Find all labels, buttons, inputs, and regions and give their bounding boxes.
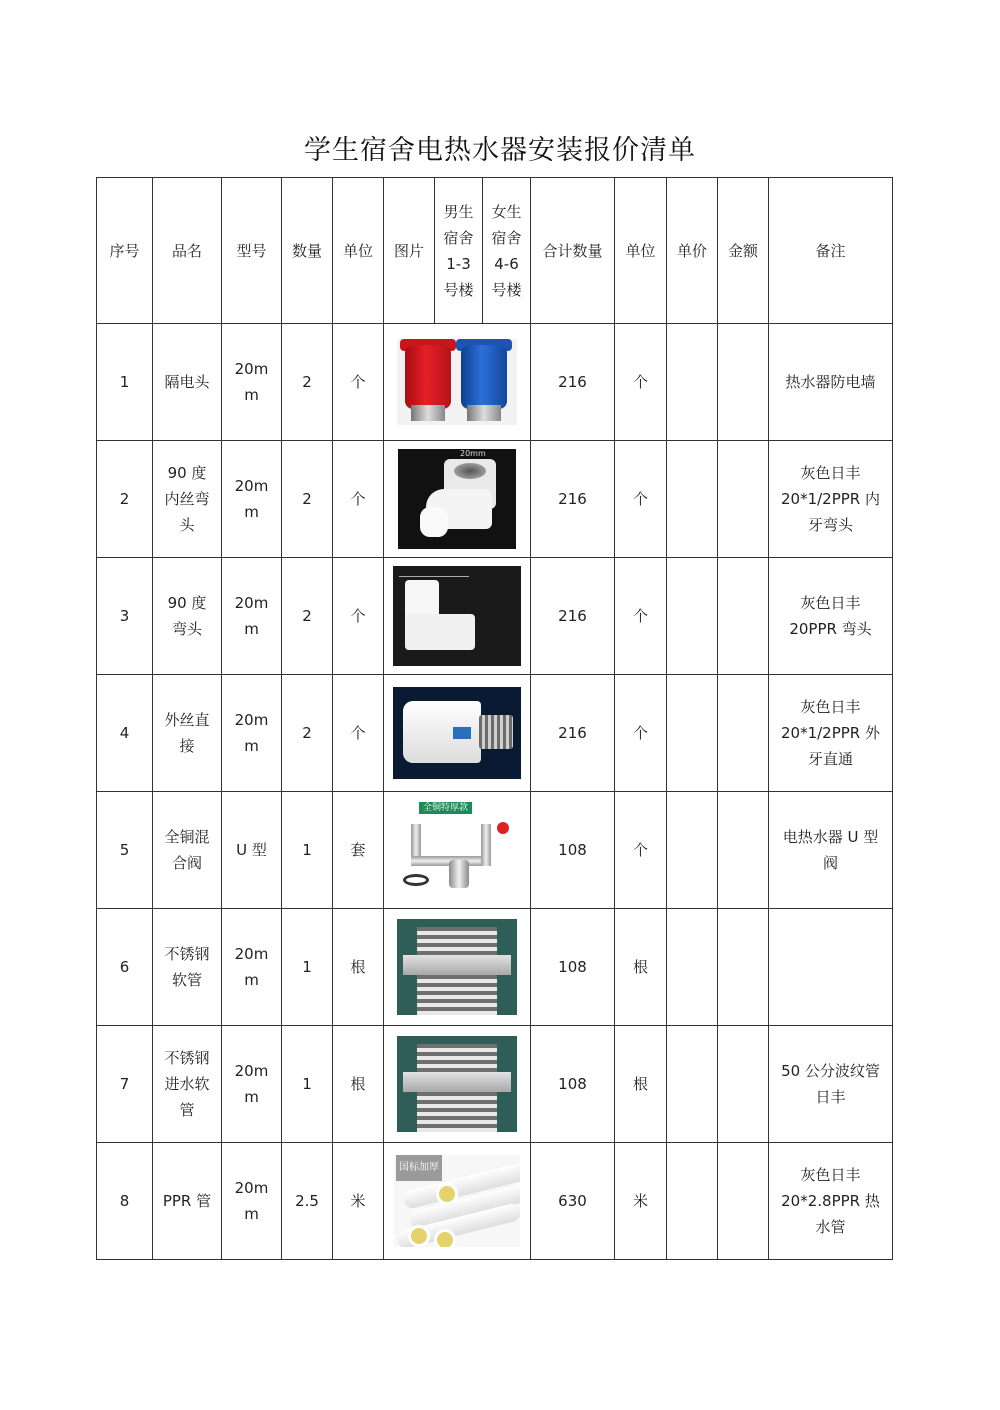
model-line: 20m [234, 711, 269, 729]
name-line: 全铜混 [164, 828, 210, 846]
name-line: 隔电头 [164, 373, 210, 391]
cell-picture [384, 1143, 531, 1260]
name-line: 合阀 [171, 854, 202, 872]
cell-model [222, 324, 282, 441]
elbow-image [398, 449, 516, 549]
remark-line: 灰色日丰 [800, 464, 861, 482]
cell-total: 108 [531, 909, 615, 1026]
cell-seq: 3 [97, 558, 153, 675]
cell-unit: 个 [333, 324, 384, 441]
model-line: m [244, 386, 259, 404]
cell-name [153, 1026, 222, 1143]
remark-line: 牙弯头 [807, 516, 853, 534]
cell-name [153, 441, 222, 558]
ppr-pipe-image [394, 1155, 520, 1247]
cell-seq: 8 [97, 1143, 153, 1260]
cell-unit: 根 [333, 1026, 384, 1143]
remark-line: 20*1/2PPR 外 [780, 724, 880, 742]
cell-seq: 4 [97, 675, 153, 792]
cell-total: 630 [531, 1143, 615, 1260]
table-header-row [97, 178, 893, 324]
header-qty: 数量 [282, 178, 333, 324]
cell-remark [769, 909, 893, 1026]
cell-remark [769, 558, 893, 675]
header-seq: 序号 [97, 178, 153, 324]
model-line: m [244, 737, 259, 755]
cell-remark [769, 792, 893, 909]
header-male-dorm: 男生 宿舍 1-3 号楼 [435, 178, 483, 324]
name-line: 不锈钢 [164, 945, 210, 963]
remark-line: 20PPR 弯头 [789, 620, 872, 638]
model-line: U 型 [236, 841, 267, 859]
cell-qty: 2 [282, 558, 333, 675]
cell-amount [718, 792, 769, 909]
model-line: m [244, 971, 259, 989]
cell-qty: 1 [282, 792, 333, 909]
cell-qty: 2 [282, 441, 333, 558]
cell-amount [718, 441, 769, 558]
header-model: 型号 [222, 178, 282, 324]
cell-picture [384, 675, 531, 792]
cell-total: 216 [531, 675, 615, 792]
remark-line: 电热水器 U 型 [782, 828, 879, 846]
cell-name [153, 1143, 222, 1260]
model-line: 20m [234, 477, 269, 495]
picture-label: 国标加厚 [396, 1155, 442, 1181]
stainless-inlet-hose-image [397, 1036, 517, 1132]
cell-unit: 米 [333, 1143, 384, 1260]
cell-model [222, 441, 282, 558]
header-unit-price: 单价 [667, 178, 718, 324]
table-row [97, 324, 893, 441]
cell-unit2: 个 [615, 558, 667, 675]
cell-name [153, 792, 222, 909]
cell-remark [769, 441, 893, 558]
cell-unit: 个 [333, 441, 384, 558]
name-line: 软管 [171, 971, 202, 989]
cell-model [222, 792, 282, 909]
cell-price [667, 675, 718, 792]
remark-line: 50 公分波纹管 [781, 1062, 880, 1080]
cell-amount [718, 1143, 769, 1260]
picture-label: 20mm [460, 449, 486, 458]
cell-name [153, 909, 222, 1026]
cell-model [222, 1143, 282, 1260]
name-line: 外丝直 [164, 711, 210, 729]
model-line: 20m [234, 1062, 269, 1080]
cell-remark [769, 1026, 893, 1143]
remark-line: 日丰 [815, 1088, 846, 1106]
remark-line: 20*1/2PPR 内 [780, 490, 880, 508]
remark-line: 热水器防电墙 [785, 373, 876, 391]
cell-price [667, 441, 718, 558]
remark-line: 20*2.8PPR 热 [781, 1192, 880, 1210]
model-line: 20m [234, 360, 269, 378]
cell-picture [384, 441, 531, 558]
cell-unit2: 个 [615, 441, 667, 558]
name-line: 接 [179, 737, 195, 755]
cell-unit2: 根 [615, 909, 667, 1026]
remark-line: 阀 [822, 854, 838, 872]
cell-picture [384, 909, 531, 1026]
cell-model [222, 909, 282, 1026]
mixing-valve-image [397, 802, 517, 898]
header-name: 品名 [153, 178, 222, 324]
model-line: m [244, 503, 259, 521]
cell-unit2: 个 [615, 675, 667, 792]
cell-unit: 根 [333, 909, 384, 1026]
straight-connector-image [393, 687, 521, 779]
header-unit: 单位 [333, 178, 384, 324]
stainless-hose-image [397, 919, 517, 1015]
name-line: 内丝弯 [164, 490, 210, 508]
cell-total: 108 [531, 1026, 615, 1143]
remark-line: 灰色日丰 [800, 698, 861, 716]
header-picture: 图片 [384, 178, 435, 324]
name-line: 管 [179, 1101, 195, 1119]
table-row [97, 792, 893, 909]
table-row [97, 909, 893, 1026]
cell-picture [384, 792, 531, 909]
name-line: PPR 管 [162, 1192, 212, 1210]
isolator-image [397, 339, 517, 425]
cell-seq: 2 [97, 441, 153, 558]
cell-seq: 6 [97, 909, 153, 1026]
remark-line: 水管 [815, 1218, 846, 1236]
cell-qty: 2 [282, 324, 333, 441]
remark-line: 灰色日丰 [800, 1166, 861, 1184]
table-row [97, 441, 893, 558]
name-line: 头 [179, 516, 195, 534]
header-amount: 金额 [718, 178, 769, 324]
cell-price [667, 1143, 718, 1260]
cell-picture [384, 324, 531, 441]
cell-price [667, 1026, 718, 1143]
table-row [97, 558, 893, 675]
name-line: 不锈钢 [164, 1049, 210, 1067]
cell-unit2: 个 [615, 324, 667, 441]
cell-total: 216 [531, 441, 615, 558]
cell-picture [384, 558, 531, 675]
cell-amount [718, 909, 769, 1026]
quote-table [96, 177, 893, 1260]
cell-total: 216 [531, 558, 615, 675]
remark-line: 牙直通 [807, 750, 853, 768]
model-line: 20m [234, 594, 269, 612]
model-line: m [244, 1088, 259, 1106]
model-line: 20m [234, 1179, 269, 1197]
cell-amount [718, 558, 769, 675]
page-title: 学生宿舍电热水器安装报价清单 [304, 135, 696, 166]
cell-name [153, 558, 222, 675]
name-line: 弯头 [171, 620, 202, 638]
header-female-dorm: 女生 宿舍 4-6 号楼 [483, 178, 531, 324]
name-line: 进水软 [164, 1075, 210, 1093]
table-row [97, 675, 893, 792]
cell-model [222, 1026, 282, 1143]
cell-remark [769, 1143, 893, 1260]
header-unit2: 单位 [615, 178, 667, 324]
name-line: 90 度 [167, 594, 207, 612]
remark-line: 灰色日丰 [800, 594, 861, 612]
cell-qty: 1 [282, 909, 333, 1026]
cell-remark [769, 324, 893, 441]
header-total-qty: 合计数量 [531, 178, 615, 324]
cell-seq: 5 [97, 792, 153, 909]
cell-seq: 7 [97, 1026, 153, 1143]
picture-label: 全铜特厚款 [419, 802, 472, 814]
name-line: 90 度 [167, 464, 207, 482]
cell-unit: 个 [333, 558, 384, 675]
plain-elbow-image [393, 566, 521, 666]
cell-amount [718, 324, 769, 441]
cell-unit2: 米 [615, 1143, 667, 1260]
cell-total: 216 [531, 324, 615, 441]
cell-unit2: 个 [615, 792, 667, 909]
cell-amount [718, 675, 769, 792]
cell-name [153, 675, 222, 792]
table-row [97, 1143, 893, 1260]
cell-price [667, 792, 718, 909]
model-line: m [244, 620, 259, 638]
cell-model [222, 675, 282, 792]
cell-model [222, 558, 282, 675]
cell-unit: 套 [333, 792, 384, 909]
model-line: 20m [234, 945, 269, 963]
cell-qty: 2.5 [282, 1143, 333, 1260]
table-row [97, 1026, 893, 1143]
cell-qty: 1 [282, 1026, 333, 1143]
header-remark: 备注 [769, 178, 893, 324]
cell-unit2: 根 [615, 1026, 667, 1143]
cell-unit: 个 [333, 675, 384, 792]
model-line: m [244, 1205, 259, 1223]
cell-remark [769, 675, 893, 792]
cell-name [153, 324, 222, 441]
cell-picture [384, 1026, 531, 1143]
cell-amount [718, 1026, 769, 1143]
cell-qty: 2 [282, 675, 333, 792]
cell-total: 108 [531, 792, 615, 909]
cell-price [667, 324, 718, 441]
cell-price [667, 909, 718, 1026]
cell-price [667, 558, 718, 675]
cell-seq: 1 [97, 324, 153, 441]
